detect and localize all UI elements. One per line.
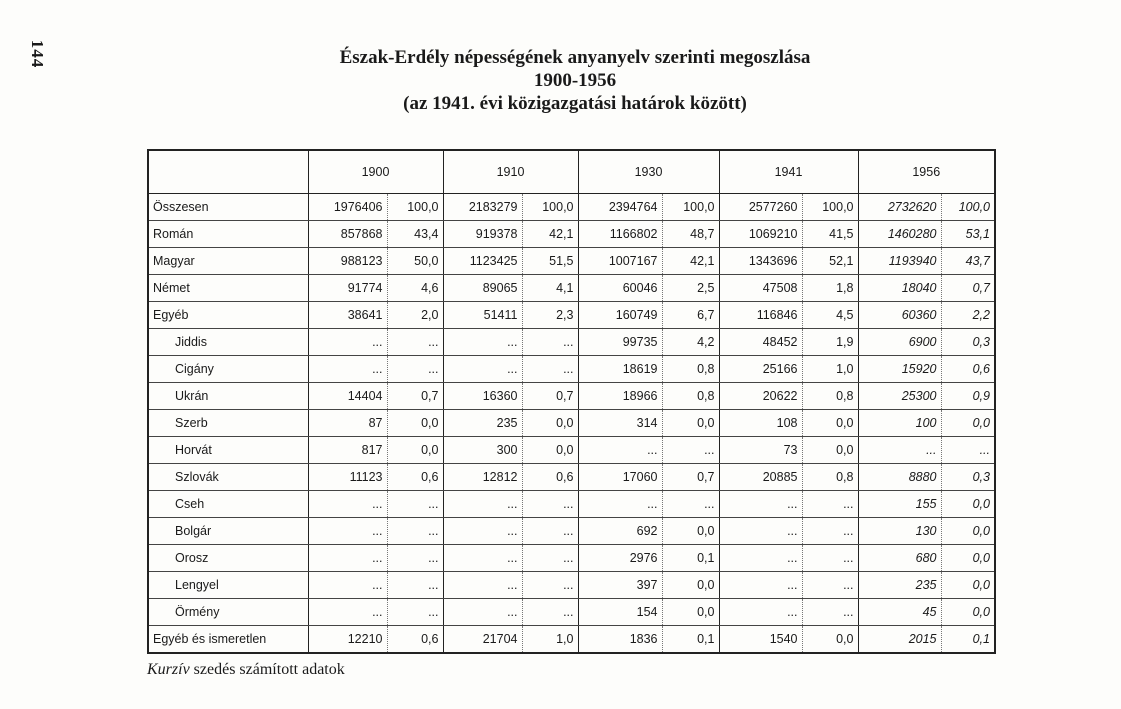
count-cell: 89065 bbox=[443, 275, 522, 302]
percent-cell: 51,5 bbox=[522, 248, 578, 275]
percent-cell: 0,3 bbox=[941, 464, 995, 491]
table-row bbox=[148, 275, 995, 302]
percent-cell: 0,0 bbox=[387, 437, 443, 464]
count-cell: 2577260 bbox=[719, 194, 802, 221]
count-cell: 12210 bbox=[347, 632, 383, 646]
table-row bbox=[148, 410, 995, 437]
percent-cell: ... bbox=[522, 356, 578, 383]
row-label: Összesen bbox=[148, 194, 308, 221]
row-label: Orosz bbox=[148, 545, 308, 572]
count-cell: ... bbox=[443, 545, 522, 572]
row-label: Lengyel bbox=[148, 572, 308, 599]
row-label: Bolgár bbox=[148, 518, 308, 545]
count-cell: 48452 bbox=[719, 329, 802, 356]
percent-cell: 4,5 bbox=[802, 302, 858, 329]
title-line-3: (az 1941. évi közigazgatási határok között) bbox=[403, 93, 747, 114]
percent-cell: 0,0 bbox=[941, 599, 995, 626]
percent-cell: 0,1 bbox=[662, 545, 719, 572]
percent-cell: 42,1 bbox=[662, 248, 719, 275]
table-row bbox=[148, 599, 995, 626]
percent-cell: 0,8 bbox=[802, 383, 858, 410]
count-cell: 2183279 bbox=[443, 194, 522, 221]
percent-cell: 0,0 bbox=[941, 518, 995, 545]
count-cell: 314 bbox=[578, 410, 662, 437]
percent-cell: ... bbox=[662, 491, 719, 518]
percent-cell: 0,0 bbox=[662, 518, 719, 545]
count-cell: ... bbox=[443, 356, 522, 383]
footnote bbox=[147, 661, 345, 679]
count-cell: 397 bbox=[578, 572, 662, 599]
percent-cell: ... bbox=[802, 518, 858, 545]
count-cell: 919378 bbox=[443, 221, 522, 248]
percent-cell: 1,9 bbox=[802, 329, 858, 356]
count-cell: 17060 bbox=[578, 464, 662, 491]
count-cell: 155 bbox=[858, 491, 941, 518]
percent-cell: 0,6 bbox=[387, 626, 443, 654]
count-cell: 25166 bbox=[719, 356, 802, 383]
count-cell: 100 bbox=[858, 410, 941, 437]
percent-cell: 0,0 bbox=[662, 410, 719, 437]
count-cell: ... bbox=[443, 518, 522, 545]
percent-cell: 4,1 bbox=[522, 275, 578, 302]
percent-cell: ... bbox=[522, 329, 578, 356]
count-cell: 20622 bbox=[719, 383, 802, 410]
percent-cell: 42,1 bbox=[522, 221, 578, 248]
header-row bbox=[148, 150, 995, 194]
count-cell: ... bbox=[719, 518, 802, 545]
count-cell: 1123425 bbox=[443, 248, 522, 275]
count-cell: 73 bbox=[719, 437, 802, 464]
header-corner bbox=[148, 150, 308, 194]
count-cell: 51411 bbox=[443, 302, 522, 329]
row-label: Örmény bbox=[148, 599, 308, 626]
year-header: 1941 bbox=[719, 150, 858, 194]
row-label: Szerb bbox=[148, 410, 308, 437]
percent-cell: ... bbox=[387, 491, 443, 518]
count-cell: 1166802 bbox=[578, 221, 662, 248]
count-cell: ... bbox=[308, 356, 387, 383]
percent-cell: 50,0 bbox=[387, 248, 443, 275]
year-header: 1910 bbox=[443, 150, 578, 194]
count-cell: 1343696 bbox=[719, 248, 802, 275]
percent-cell: ... bbox=[522, 599, 578, 626]
row-label: Szlovák bbox=[148, 464, 308, 491]
table-row bbox=[148, 491, 995, 518]
title-line-1: Észak-Erdély népességének anyanyelv szerinti megoszlása bbox=[339, 47, 811, 68]
count-cell: 1069210 bbox=[719, 221, 802, 248]
row-label: Egyéb bbox=[148, 302, 308, 329]
count-cell: ... bbox=[308, 599, 387, 626]
percent-cell: 0,0 bbox=[941, 410, 995, 437]
count-cell: 1836 bbox=[629, 632, 658, 646]
row-label: Egyéb és ismeretlen bbox=[148, 626, 308, 654]
count-cell: 99735 bbox=[578, 329, 662, 356]
count-cell: ... bbox=[719, 599, 802, 626]
percent-cell: 0,7 bbox=[941, 275, 995, 302]
percent-cell: ... bbox=[802, 599, 858, 626]
count-cell: ... bbox=[858, 437, 941, 464]
year-header: 1930 bbox=[578, 150, 719, 194]
percent-cell: 53,1 bbox=[941, 221, 995, 248]
count-cell: 680 bbox=[858, 545, 941, 572]
table-body bbox=[148, 194, 995, 654]
count-cell: 18619 bbox=[578, 356, 662, 383]
count-cell: 988123 bbox=[308, 248, 387, 275]
percent-cell: ... bbox=[387, 545, 443, 572]
count-cell: 1007167 bbox=[578, 248, 662, 275]
count-cell: 38641 bbox=[308, 302, 387, 329]
percent-cell: 52,1 bbox=[802, 248, 858, 275]
percent-cell: 0,1 bbox=[662, 626, 719, 654]
page-title bbox=[250, 46, 900, 115]
count-cell: 16360 bbox=[443, 383, 522, 410]
count-cell: 60360 bbox=[858, 302, 941, 329]
table-row bbox=[148, 464, 995, 491]
count-cell: 1460280 bbox=[858, 221, 941, 248]
percent-cell: 100,0 bbox=[802, 194, 858, 221]
percent-cell: 100,0 bbox=[662, 194, 719, 221]
percent-cell: 1,0 bbox=[522, 626, 578, 654]
percent-cell: ... bbox=[941, 437, 995, 464]
percent-cell: 0,3 bbox=[941, 329, 995, 356]
count-cell: ... bbox=[308, 518, 387, 545]
percent-cell: 2,3 bbox=[522, 302, 578, 329]
count-cell: 47508 bbox=[719, 275, 802, 302]
percent-cell: 0,6 bbox=[522, 464, 578, 491]
table-row bbox=[148, 356, 995, 383]
count-cell: ... bbox=[443, 491, 522, 518]
count-cell: 21704 bbox=[482, 632, 518, 646]
count-cell: 235 bbox=[858, 572, 941, 599]
count-cell: ... bbox=[308, 545, 387, 572]
count-cell: 18966 bbox=[578, 383, 662, 410]
table-row bbox=[148, 572, 995, 599]
percent-cell: 0,0 bbox=[522, 410, 578, 437]
table-row bbox=[148, 194, 995, 221]
percent-cell: 1,0 bbox=[802, 356, 858, 383]
table-row bbox=[148, 248, 995, 275]
count-cell: ... bbox=[578, 491, 662, 518]
percent-cell: 2,2 bbox=[941, 302, 995, 329]
percent-cell: 43,7 bbox=[941, 248, 995, 275]
count-cell: 20885 bbox=[719, 464, 802, 491]
percent-cell: 0,9 bbox=[941, 383, 995, 410]
percent-cell: 41,5 bbox=[802, 221, 858, 248]
count-cell: 692 bbox=[578, 518, 662, 545]
table-row bbox=[148, 545, 995, 572]
count-cell: 2732620 bbox=[858, 194, 941, 221]
count-cell: 154 bbox=[578, 599, 662, 626]
row-label: Horvát bbox=[148, 437, 308, 464]
percent-cell: 43,4 bbox=[387, 221, 443, 248]
count-cell: 87 bbox=[308, 410, 387, 437]
population-table bbox=[147, 149, 996, 654]
percent-cell: 0,0 bbox=[387, 410, 443, 437]
percent-cell: 0,0 bbox=[802, 626, 858, 654]
count-cell: 235 bbox=[443, 410, 522, 437]
footnote-italic: Kurzív bbox=[147, 661, 190, 678]
row-label: Jiddis bbox=[148, 329, 308, 356]
count-cell: 2976 bbox=[578, 545, 662, 572]
row-label: Magyar bbox=[148, 248, 308, 275]
percent-cell: 100,0 bbox=[941, 194, 995, 221]
count-cell: 12812 bbox=[443, 464, 522, 491]
table-row bbox=[148, 518, 995, 545]
year-header: 1900 bbox=[308, 150, 443, 194]
percent-cell: 0,6 bbox=[941, 356, 995, 383]
percent-cell: 0,7 bbox=[387, 383, 443, 410]
table-row bbox=[148, 437, 995, 464]
percent-cell: 100,0 bbox=[387, 194, 443, 221]
count-cell: ... bbox=[719, 491, 802, 518]
title-line-2: 1900-1956 bbox=[533, 70, 617, 91]
percent-cell: 100,0 bbox=[522, 194, 578, 221]
table-row bbox=[148, 302, 995, 329]
row-label: Ukrán bbox=[148, 383, 308, 410]
count-cell: 300 bbox=[443, 437, 522, 464]
year-header: 1956 bbox=[858, 150, 995, 194]
percent-cell: 0,8 bbox=[802, 464, 858, 491]
percent-cell: 0,0 bbox=[941, 572, 995, 599]
count-cell: 15920 bbox=[858, 356, 941, 383]
count-cell: 1540 bbox=[769, 632, 798, 646]
count-cell: 108 bbox=[719, 410, 802, 437]
count-cell: ... bbox=[443, 599, 522, 626]
percent-cell: 0,7 bbox=[662, 464, 719, 491]
percent-cell: 0,0 bbox=[662, 599, 719, 626]
percent-cell: ... bbox=[387, 572, 443, 599]
percent-cell: ... bbox=[802, 545, 858, 572]
percent-cell: 0,8 bbox=[662, 383, 719, 410]
percent-cell: 4,6 bbox=[387, 275, 443, 302]
row-label: Cigány bbox=[148, 356, 308, 383]
percent-cell: 0,6 bbox=[387, 464, 443, 491]
footnote-text: szedés számított adatok bbox=[189, 661, 345, 678]
percent-cell: 0,0 bbox=[941, 491, 995, 518]
percent-cell: 0,1 bbox=[941, 626, 995, 654]
percent-cell: 48,7 bbox=[662, 221, 719, 248]
percent-cell: 0,0 bbox=[802, 410, 858, 437]
percent-cell: ... bbox=[662, 437, 719, 464]
count-cell: 160749 bbox=[578, 302, 662, 329]
row-label: Román bbox=[148, 221, 308, 248]
percent-cell: 4,2 bbox=[662, 329, 719, 356]
count-cell: 18040 bbox=[858, 275, 941, 302]
count-cell: 130 bbox=[858, 518, 941, 545]
count-cell: 11123 bbox=[308, 464, 387, 491]
count-cell: 857868 bbox=[308, 221, 387, 248]
count-cell: 91774 bbox=[308, 275, 387, 302]
percent-cell: 2,5 bbox=[662, 275, 719, 302]
percent-cell: ... bbox=[387, 599, 443, 626]
count-cell: 14404 bbox=[308, 383, 387, 410]
percent-cell: ... bbox=[522, 572, 578, 599]
percent-cell: ... bbox=[387, 329, 443, 356]
percent-cell: ... bbox=[522, 491, 578, 518]
count-cell: ... bbox=[719, 545, 802, 572]
count-cell: 1193940 bbox=[858, 248, 941, 275]
count-cell: 2015 bbox=[908, 632, 937, 646]
count-cell: 25300 bbox=[858, 383, 941, 410]
percent-cell: 0,7 bbox=[522, 383, 578, 410]
percent-cell: ... bbox=[802, 572, 858, 599]
percent-cell: 0,0 bbox=[802, 437, 858, 464]
count-cell: 60046 bbox=[578, 275, 662, 302]
count-cell: ... bbox=[308, 491, 387, 518]
percent-cell: ... bbox=[802, 491, 858, 518]
percent-cell: 0,8 bbox=[662, 356, 719, 383]
count-cell: ... bbox=[443, 329, 522, 356]
percent-cell: 1,8 bbox=[802, 275, 858, 302]
row-label: Cseh bbox=[148, 491, 308, 518]
percent-cell: 2,0 bbox=[387, 302, 443, 329]
count-cell: 8880 bbox=[858, 464, 941, 491]
count-cell: 1976406 bbox=[308, 194, 387, 221]
table-row bbox=[148, 329, 995, 356]
count-cell: 6900 bbox=[858, 329, 941, 356]
percent-cell: ... bbox=[387, 356, 443, 383]
count-cell: 817 bbox=[308, 437, 387, 464]
percent-cell: ... bbox=[387, 518, 443, 545]
page-number: 144 bbox=[28, 39, 47, 69]
percent-cell: 6,7 bbox=[662, 302, 719, 329]
count-cell: 116846 bbox=[719, 302, 802, 329]
count-cell: ... bbox=[719, 572, 802, 599]
table-row bbox=[148, 626, 995, 654]
percent-cell: ... bbox=[522, 518, 578, 545]
table-row bbox=[148, 221, 995, 248]
row-label: Német bbox=[148, 275, 308, 302]
table-row bbox=[148, 383, 995, 410]
count-cell: 2394764 bbox=[578, 194, 662, 221]
count-cell: 45 bbox=[858, 599, 941, 626]
percent-cell: 0,0 bbox=[662, 572, 719, 599]
count-cell: ... bbox=[308, 572, 387, 599]
percent-cell: ... bbox=[522, 545, 578, 572]
count-cell: ... bbox=[578, 437, 662, 464]
count-cell: ... bbox=[308, 329, 387, 356]
percent-cell: 0,0 bbox=[522, 437, 578, 464]
count-cell: ... bbox=[443, 572, 522, 599]
percent-cell: 0,0 bbox=[941, 545, 995, 572]
